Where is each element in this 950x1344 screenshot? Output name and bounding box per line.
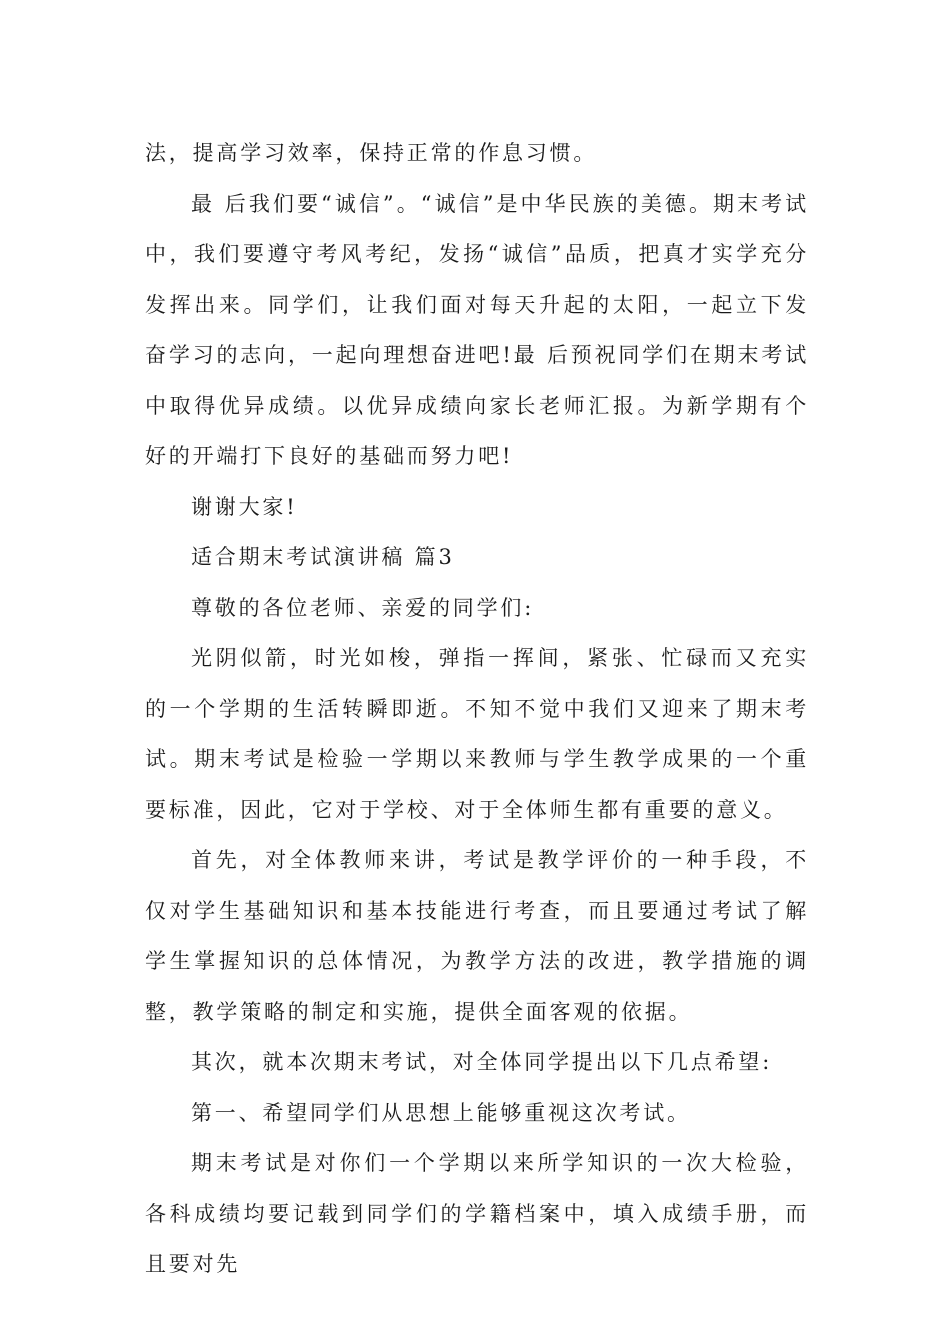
paragraph-continuation: 法，提高学习效率，保持正常的作息习惯。 (145, 141, 598, 165)
paragraph-first-hope: 第一、希望同学们从思想上能够重视这次考试。 (191, 1100, 691, 1125)
paragraph-hopes: 其次，就本次期末考试，对全体同学提出以下几点希望: (191, 1050, 773, 1074)
paragraph-intro: 光阴似箭，时光如梭，弹指一挥间，紧张、忙碌而又充实的一个学期的生活转瞬即逝。不知不觉中我们又迎来了期末考试。期末考试是检验一学期以来教师与学生教学成果的一个重要标准，因此，它对于学校、对于全体师生都有重要的意义。 (145, 646, 809, 822)
document-body (145, 128, 809, 1290)
paragraph-thanks: 谢谢大家! (191, 494, 298, 519)
paragraph-teachers: 首先，对全体教师来讲，考试是教学评价的一种手段，不仅对学生基础知识和基本技能进行考查，而且要通过考试了解学生掌握知识的总体情况，为教学方法的改进，教学措施的调整，教学策略的制定和实施，提供全面客观的依据。 (145, 848, 809, 1024)
salutation: 尊敬的各位老师、亲爱的同学们: (191, 595, 535, 620)
paragraph-exam-importance: 期末考试是对你们一个学期以来所学知识的一次大检验，各科成绩均要记载到同学们的学籍档案中，填入成绩手册，而且要对先 (145, 1151, 809, 1276)
paragraph-honesty: 最 后我们要“诚信”。“诚信”是中华民族的美德。期末考试中，我们要遵守考风考纪，发扬“诚信”品质，把真才实学充分发挥出来。同学们，让我们面对每天升起的太阳，一起立下发奋学习的志向，一起向理想奋进吧!最 后预祝同学们在期末考试中取得优异成绩。以优异成绩向家长老师汇报。为新学期有个好的开端打下良好的基础而努力吧! (145, 191, 809, 468)
section-heading: 适合期末考试演讲稿 篇3 (191, 545, 455, 569)
